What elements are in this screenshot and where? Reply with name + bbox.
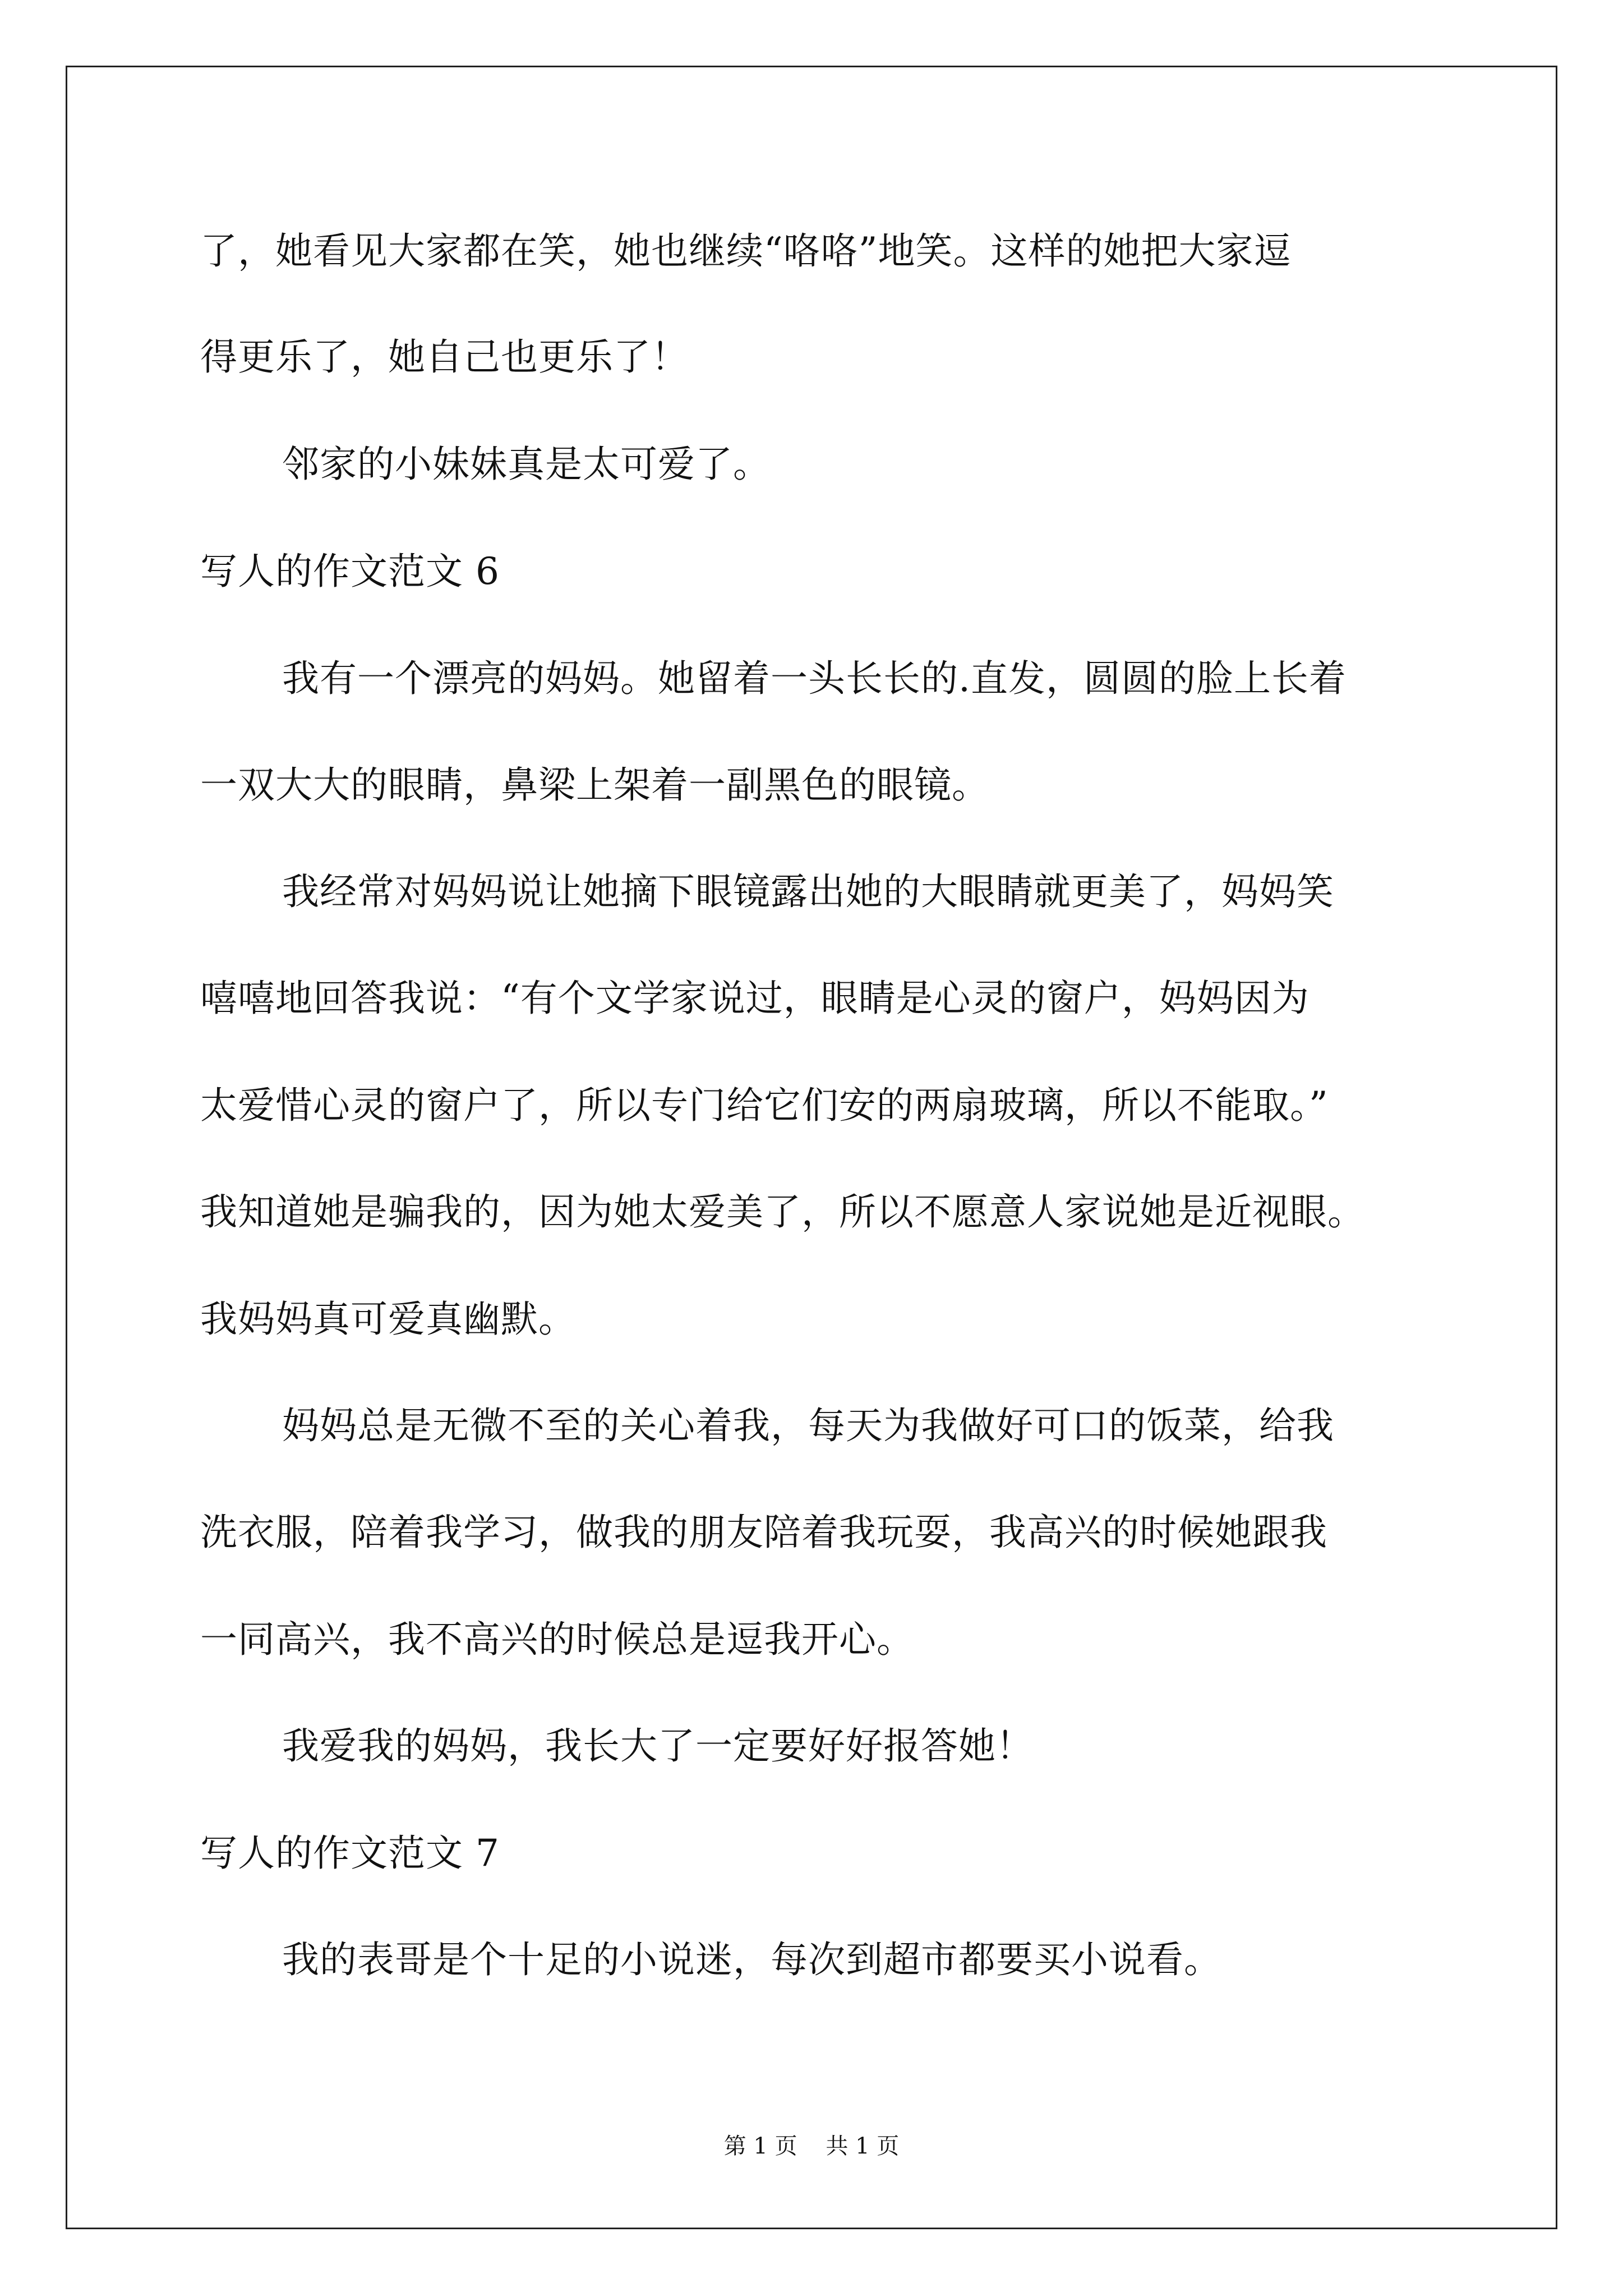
text-line: 我有一个漂亮的妈妈。她留着一头长长的.直发，圆圆的脸上长着 bbox=[282, 657, 1347, 700]
text-line: 太爱惜心灵的窗户了，所以专门给它们安的两扇玻璃，所以不能取。” bbox=[200, 1084, 1329, 1127]
page-footer: 第 1 页 共 1 页 bbox=[723, 2133, 900, 2159]
text-line: 嘻嘻地回答我说：“有个文学家说过，眼睛是心灵的窗户，妈妈因为 bbox=[200, 977, 1310, 1020]
text-line: 我经常对妈妈说让她摘下眼镜露出她的大眼睛就更美了，妈妈笑 bbox=[282, 870, 1334, 913]
text-line: 邻家的小妹妹真是太可爱了。 bbox=[282, 443, 771, 486]
section-heading: 写人的作文范文 7 bbox=[200, 1832, 500, 1875]
text-line: 一同高兴，我不高兴的时候总是逗我开心。 bbox=[200, 1618, 914, 1661]
page-border bbox=[66, 66, 1557, 2229]
text-line: 了，她看见大家都在笑，她也继续“咯咯”地笑。这样的她把大家逗 bbox=[200, 229, 1292, 273]
text-line: 洗衣服，陪着我学习，做我的朋友陪着我玩耍，我高兴的时候她跟我 bbox=[200, 1511, 1327, 1554]
text-line: 得更乐了，她自己也更乐了！ bbox=[200, 335, 689, 379]
section-heading: 写人的作文范文 6 bbox=[200, 550, 500, 593]
text-line: 我的表哥是个十足的小说迷，每次到超市都要买小说看。 bbox=[282, 1938, 1221, 1981]
text-line: 一双大大的眼睛，鼻梁上架着一副黑色的眼镜。 bbox=[200, 763, 989, 807]
text-line: 我妈妈真可爱真幽默。 bbox=[200, 1297, 576, 1341]
text-line: 我爱我的妈妈，我长大了一定要好好报答她！ bbox=[282, 1724, 1034, 1768]
text-line: 妈妈总是无微不至的关心着我，每天为我做好可口的饭菜，给我 bbox=[282, 1404, 1334, 1447]
text-line: 我知道她是骗我的，因为她太爱美了，所以不愿意人家说她是近视眼。 bbox=[200, 1190, 1365, 1234]
